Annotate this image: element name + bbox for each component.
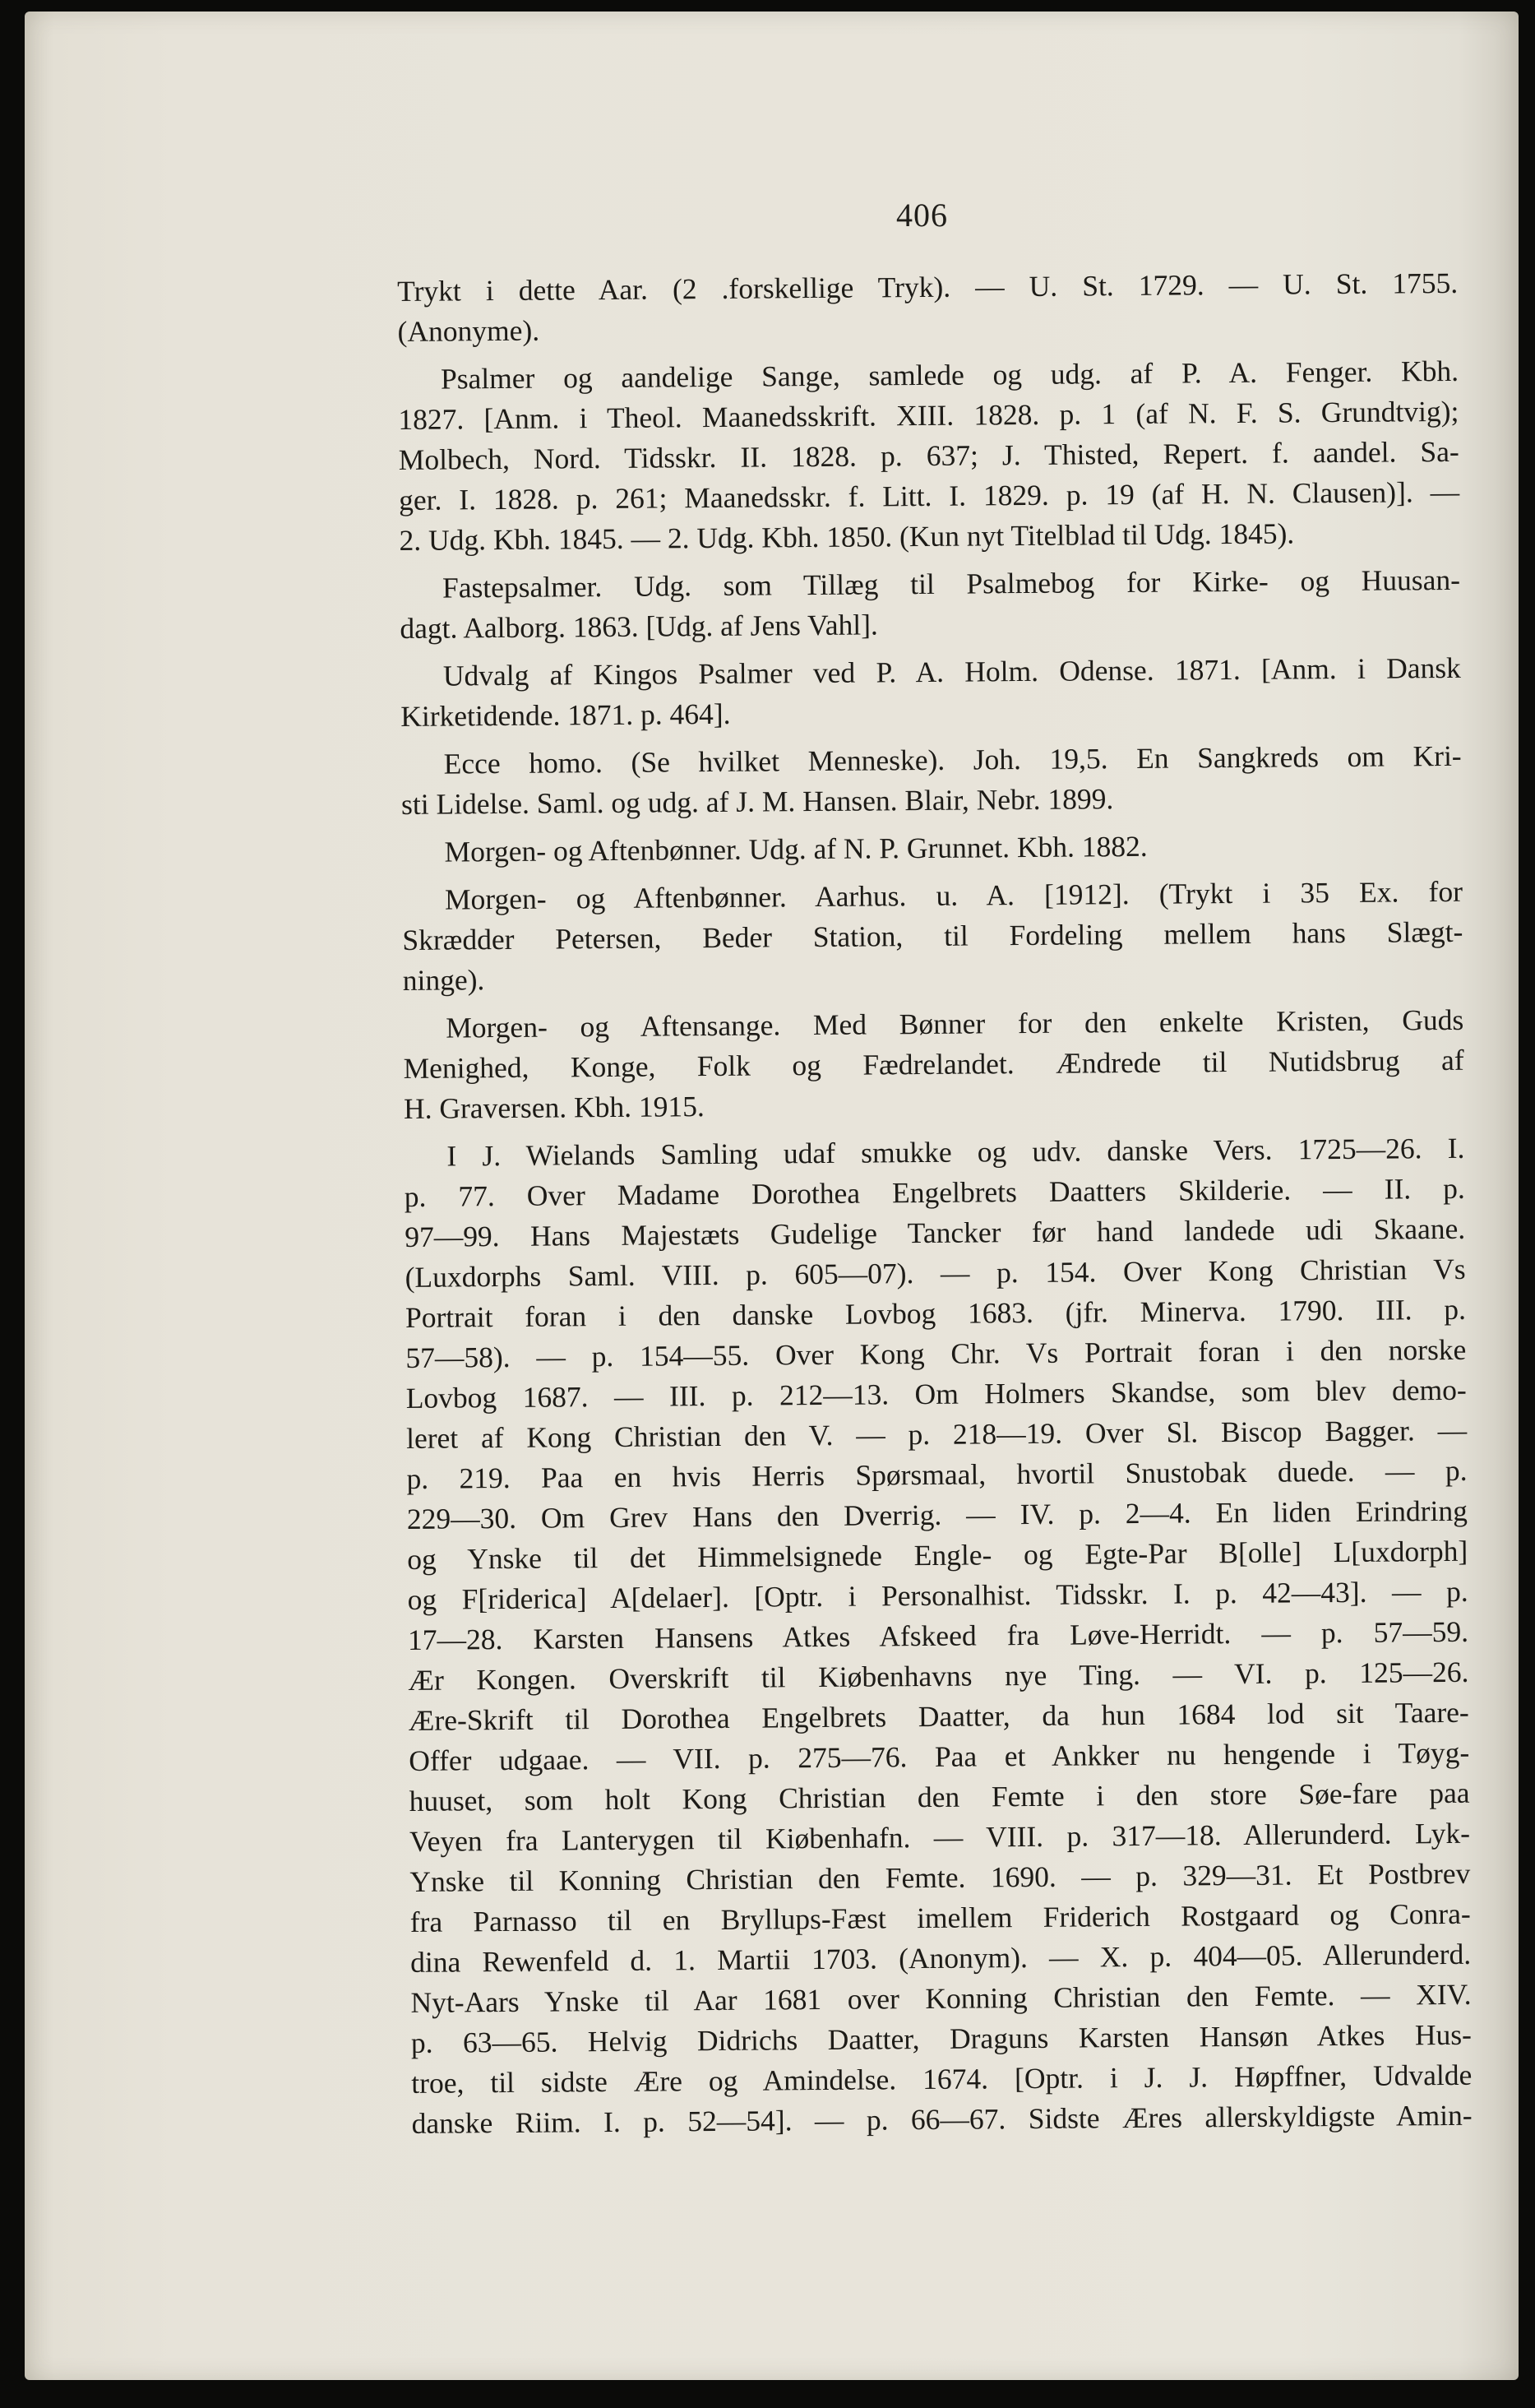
text-line: Fastepsalmer. Udg. som Tillæg til Psalmebog for Kirke- og Huusan- <box>442 563 1461 604</box>
bibliography-entry <box>397 263 1459 352</box>
text-line: 2. Udg. Kbh. 1845. — 2. Udg. Kbh. 1850. (Kun nyt Titelblad til Udg. 1845). <box>399 516 1295 557</box>
text-line: Veyen fra Lanterygen til Kiøbenhafn. — VIII. p. 317—18. Allerunderd. Lyk- <box>409 1816 1471 1858</box>
text-line: (Luxdorphs Saml. VIII. p. 605—07). — p. 154. Over Kong Christian Vs <box>405 1252 1466 1294</box>
text-line: Psalmer og aandelige Sange, samlede og udg. af P. A. Fenger. Kbh. <box>440 354 1459 396</box>
text-line: Portrait foran i den danske Lovbog 1683. (jfr. Minerva. 1790. III. p. <box>405 1292 1467 1334</box>
text-line: Ære-Skrift til Dorothea Engelbrets Daatter, da hun 1684 lod sit Taare- <box>408 1695 1469 1737</box>
text-line: Morgen- og Aftensange. Med Bønner for den enkelte Kristen, Guds <box>446 1003 1464 1044</box>
text-line: 17—28. Karsten Hansens Atkes Afskeed fra Løve-Herridt. — p. 57—59. <box>407 1614 1469 1656</box>
text-line: 97—99. Hans Majestæts Gudelige Tancker før hand landede udi Skaane. <box>405 1211 1466 1253</box>
text-line: (Anonyme). <box>397 313 540 348</box>
text-line: troe, til sidste Ære og Amindelse. 1674. [Optr. i J. J. Høpffner, Udvalde <box>411 2058 1473 2100</box>
text-line: og Ynske til det Himmelsignede Engle- og Egte-Par B[olle] L[uxdorph] <box>407 1534 1468 1576</box>
bibliography-entry <box>401 736 1463 825</box>
text-line: 229—30. Om Grev Hans den Dverrig. — IV. p. 2—4. En liden Erindring <box>406 1493 1468 1535</box>
text-line: H. Graversen. Kbh. 1915. <box>403 1090 705 1125</box>
text-line: fra Parnasso til en Bryllups-Fæst imellem Friderich Rostgaard og Conra- <box>409 1896 1471 1938</box>
page-number: 406 <box>896 197 948 234</box>
text-line: ger. I. 1828. p. 261; Maanedsskr. f. Litt. I. 1829. p. 19 (af H. N. Clausen)]. — <box>399 475 1460 516</box>
text-line: sti Lidelse. Saml. og udg. af J. M. Hansen. Blair, Nebr. 1899. <box>400 782 1114 821</box>
text-line: Skrædder Petersen, Beder Station, til Fordeling mellem hans Slægt- <box>402 915 1463 956</box>
text-line: Ynske til Konning Christian den Femte. 1690. — p. 329—31. Et Postbrev <box>409 1856 1471 1898</box>
bibliography-entry <box>402 872 1463 1001</box>
bibliography-entry <box>401 824 1462 873</box>
text-line: Morgen- og Aftenbønner. Udg. af N. P. Grunnet. Kbh. 1882. <box>444 829 1148 868</box>
text-line: p. 77. Over Madame Dorothea Engelbrets Daatters Skilderie. — II. p. <box>404 1171 1465 1213</box>
text-line: Trykt i dette Aar. (2 .forskellige Tryk). — U. St. 1729. — U. St. 1755. <box>397 266 1459 308</box>
bibliography-entry <box>404 1128 1473 2144</box>
bibliography-text <box>397 263 1473 2151</box>
text-line: Kirketidende. 1871. p. 464]. <box>400 697 731 733</box>
text-line: ninge). <box>402 963 485 997</box>
text-line: Molbech, Nord. Tidsskr. II. 1828. p. 637; J. Thisted, Repert. f. aandel. Sa- <box>398 434 1459 476</box>
text-line: Offer udgaae. — VII. p. 275—76. Paa et Ankker nu hengende i Tøyg- <box>409 1735 1470 1777</box>
text-line: dagt. Aalborg. 1863. [Udg. af Jens Vahl]. <box>400 608 878 645</box>
text-line: danske Riim. I. p. 52—54]. — p. 66—67. Sidste Æres allerskyldigste Amin- <box>411 2098 1473 2140</box>
text-line: p. 63—65. Helvig Didrichs Daatter, Draguns Karsten Hansøn Atkes Hus- <box>410 2017 1473 2059</box>
text-line: Nyt-Aars Ynske til Aar 1681 over Konning Christian den Femte. — XIV. <box>410 1977 1472 2019</box>
text-line: Lovbog 1687. — III. p. 212—13. Om Holmers Skandse, som blev demo- <box>405 1373 1467 1415</box>
bibliography-entry <box>400 560 1461 649</box>
bibliography-entry <box>400 648 1462 737</box>
text-line: p. 219. Paa en hvis Herris Spørsmaal, hvortil Snustobak duede. — p. <box>406 1453 1468 1495</box>
text-line: Menighed, Konge, Folk og Fædrelandet. Ændrede til Nutidsbrug af <box>403 1043 1464 1085</box>
text-line: leret af Kong Christian den V. — p. 218—19. Over Sl. Biscop Bagger. — <box>405 1413 1468 1455</box>
text-line: I J. Wielands Samling udaf smukke og udv. danske Vers. 1725—26. I. <box>446 1131 1465 1173</box>
text-line: og F[riderica] A[delaer]. [Optr. i Personalhist. Tidsskr. I. p. 42—43]. — p. <box>407 1574 1468 1616</box>
text-line: Ecce homo. (Se hvilket Menneske). Joh. 19,5. En Sangkreds om Kri- <box>443 739 1462 780</box>
bibliography-entry <box>403 1000 1464 1129</box>
text-line: 1827. [Anm. i Theol. Maanedsskrift. XIII. 1828. p. 1 (af N. F. S. Grundtvig); <box>398 394 1459 436</box>
text-line: 57—58). — p. 154—55. Over Kong Chr. Vs Portrait foran i den norske <box>405 1332 1467 1374</box>
text-line: Morgen- og Aftenbønner. Aarhus. u. A. [1912]. (Trykt i 35 Ex. for <box>444 874 1463 916</box>
text-line: dina Rewenfeld d. 1. Martii 1703. (Anonym). — X. p. 404—05. Allerunderd. <box>409 1937 1472 1979</box>
bibliography-entry <box>398 351 1460 561</box>
text-line: huuset, som holt Kong Christian den Femte i den store Søe-fare paa <box>409 1776 1470 1818</box>
text-line: Ær Kongen. Overskrift til Kiøbenhavns nye Ting. — VI. p. 125—26. <box>408 1655 1469 1697</box>
text-line: Udvalg af Kingos Psalmer ved P. A. Holm. Odense. 1871. [Anm. i Dansk <box>442 651 1461 692</box>
